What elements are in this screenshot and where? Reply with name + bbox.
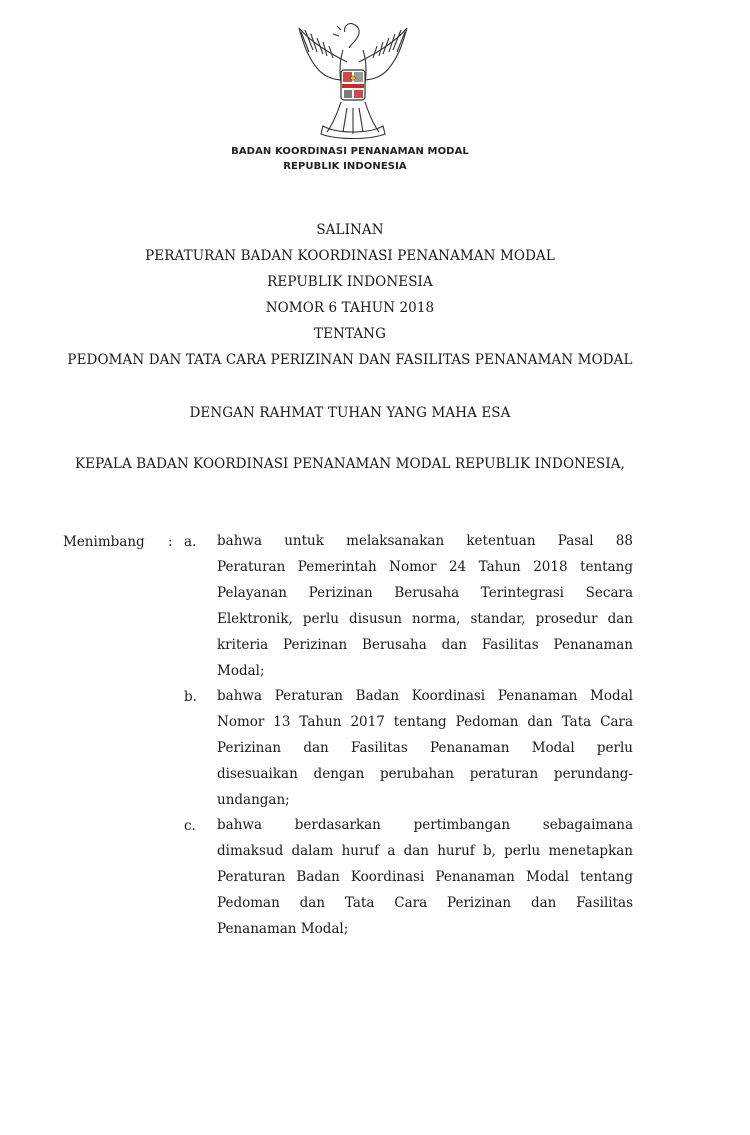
item-line: kriteria Perizinan Berusaha dan Fasilitas Penanaman — [217, 636, 633, 653]
item-line: Pedoman dan Tata Cara Perizinan dan Fasilitas — [217, 894, 633, 911]
regulation-about: TENTANG — [314, 326, 386, 342]
considering-colon: : — [168, 534, 173, 550]
regulation-subject: PEDOMAN DAN TATA CARA PERIZINAN DAN FASILITAS PENANAMAN MODAL — [67, 352, 633, 368]
considering-item-b — [217, 684, 633, 814]
item-line: dimaksud dalam huruf a dan huruf b, perlu menetapkan — [217, 842, 633, 859]
item-line: bahwa untuk melaksanakan ketentuan Pasal 88 — [217, 533, 633, 549]
item-line: Perizinan dan Fasilitas Penanaman Modal perlu — [217, 739, 633, 756]
regulation-title-line2: REPUBLIK INDONESIA — [267, 274, 433, 290]
regulation-title-line1: PERATURAN BADAN KOORDINASI PENANAMAN MODAL — [145, 248, 555, 264]
item-line: Pelayanan Perizinan Berusaha Terintegrasi Secara — [217, 584, 633, 601]
item-line: disesuaikan dengan perubahan peraturan perundang- — [217, 765, 633, 782]
item-line: Peraturan Badan Koordinasi Penanaman Modal tentang — [217, 868, 633, 885]
item-line: bahwa berdasarkan pertimbangan sebagaimana — [217, 817, 633, 833]
considering-item-a-marker: a. — [184, 534, 197, 550]
copy-label: SALINAN — [316, 222, 384, 238]
agency-name: BADAN KOORDINASI PENANAMAN MODAL — [231, 146, 469, 157]
garuda-emblem-icon — [287, 22, 419, 140]
item-line: Modal; — [217, 662, 265, 679]
item-line: bahwa Peraturan Badan Koordinasi Penanaman Modal — [217, 688, 633, 704]
considering-label: Menimbang — [63, 534, 145, 550]
considering-item-c-marker: c. — [184, 818, 196, 834]
item-line: Nomor 13 Tahun 2017 tentang Pedoman dan Tata Cara — [217, 713, 633, 730]
agency-country: REPUBLIK INDONESIA — [283, 161, 407, 172]
item-line: Elektronik, perlu disusun norma, standar, prosedur dan — [217, 610, 633, 627]
blessing-line: DENGAN RAHMAT TUHAN YANG MAHA ESA — [189, 405, 511, 421]
item-line: undangan; — [217, 791, 290, 808]
item-line: Penanaman Modal; — [217, 920, 349, 937]
regulation-number: NOMOR 6 TAHUN 2018 — [265, 300, 435, 316]
authority-line: KEPALA BADAN KOORDINASI PENANAMAN MODAL REPUBLIK INDONESIA, — [74, 456, 626, 472]
considering-item-a — [217, 529, 633, 684]
considering-item-c — [217, 813, 633, 943]
considering-item-b-marker: b. — [184, 689, 197, 705]
item-line: Peraturan Pemerintah Nomor 24 Tahun 2018 tentang — [217, 558, 633, 575]
